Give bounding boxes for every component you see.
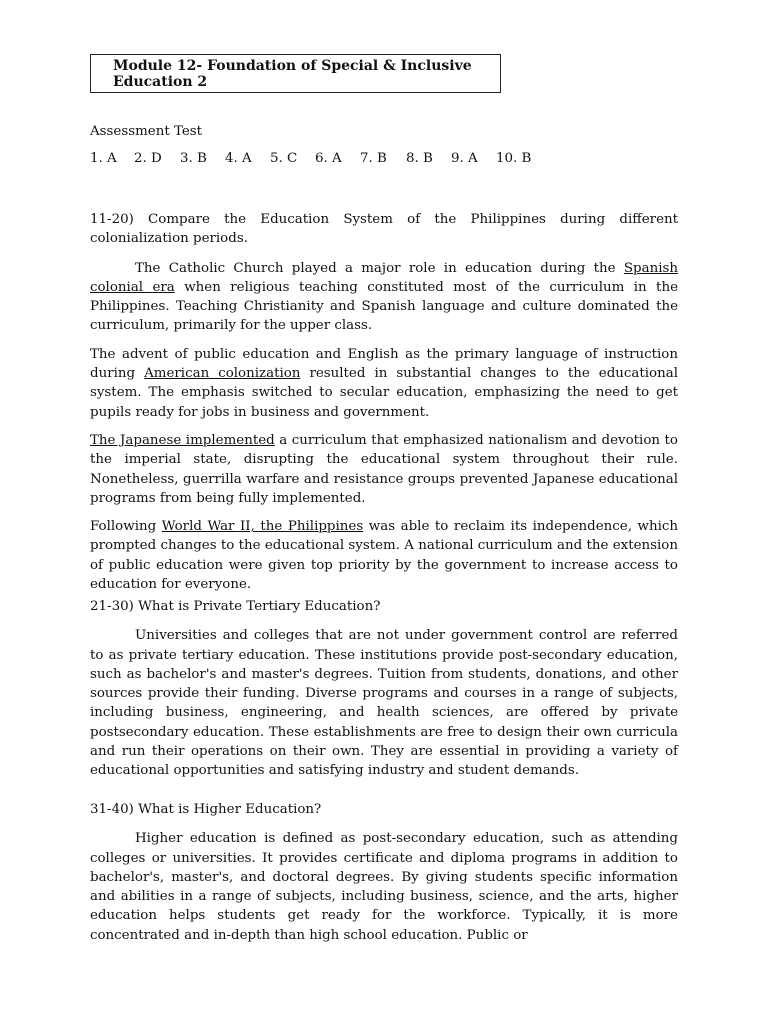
answer-item: 3. B [180,151,207,166]
paragraph-japanese-era [90,431,678,508]
answer-list [90,151,678,166]
answer-item: 8. B [406,151,433,166]
answer-item: 7. B [360,151,387,166]
paragraph-spanish-era [90,259,678,336]
text: a curriculum that emphasized nationalism and devotion to the imperial state, disrupting the educational system throughout their rule. Nonetheless, guerrilla warfare and resistance groups prevented Japanese educational programs from being fully implemented. [90,432,678,506]
paragraph-post-war [90,517,678,594]
question-heading: 11-20) Compare the Education System of the Philippines during different colonialization periods. [90,212,678,247]
question-11-20 [90,210,678,594]
answer-item: 4. A [225,151,252,166]
text: was able to reclaim its independence, which prompted changes to the educational system. A national curriculum and the extension of public education were given top priority by the government to increase access to education for everyone. [90,519,678,593]
module-title-box [90,54,501,93]
answer-key [90,151,678,166]
underlined-text: American colonization [144,366,301,382]
paragraph-private-tertiary: Universities and colleges that are not under government control are referred to as private tertiary education. These institutions provide post-secondary education, such as bachelor's and master's degrees. Tuition from students, donations, and other sources provide their funding. Diverse programs and courses in a range of subjects, including business, engineering, and health sciences, are offered by private postsecondary education. These establishments are free to design their own curricula and run their operations on their own. They are essential in providing a variety of educational opportunities and satisfying industry and student demands. [90,628,678,779]
paragraph-american-era [90,345,678,422]
text: The Catholic Church played a major role in education during the [135,260,624,276]
assessment-label-text: Assessment Test [90,124,203,139]
paragraph-higher-education: Higher education is defined as post-secondary education, such as attending colleges or universities. It provides certificate and diploma programs in addition to bachelor's, master's, and doctoral degrees. By giving students specific information and abilities in a range of subjects, including business, science, and the arts, higher education helps students get ready for the workforce. Typically, it is more concentrated and in-depth than high school education. Public or [90,831,678,943]
answer-item: 1. A [90,151,117,166]
question-heading: 21-30) What is Private Tertiary Education? [90,599,381,614]
question-heading: 31-40) What is Higher Education? [90,802,322,817]
question-31-40 [90,800,678,945]
text: The advent of public education and English as the primary language of instruction during [90,346,678,382]
text: resulted in substantial changes to the educational system. The emphasis switched to secular education, emphasizing the need to get pupils ready for jobs in business and government. [90,366,679,420]
underlined-text: The Japanese implemented [90,432,275,448]
answer-item: 5. C [270,151,298,166]
text: when religious teaching constituted most of the curriculum in the Philippines. Teaching Christianity and Spanish language and culture dominated the curriculum, primarily for the upper class. [90,279,678,334]
assessment-label [90,122,678,141]
answer-item: 6. A [315,151,342,166]
question-21-30 [90,597,678,781]
text: Following [90,519,162,535]
module-title: Module 12- Foundation of Special & Inclusive Education 2 [113,57,472,90]
underlined-text: World War II, the Philippines [161,519,364,535]
answer-item: 2. D [134,151,162,166]
answer-item: 9. A [451,151,478,166]
underlined-text: Spanish colonial era [90,260,678,295]
answer-item: 10. B [496,151,532,166]
